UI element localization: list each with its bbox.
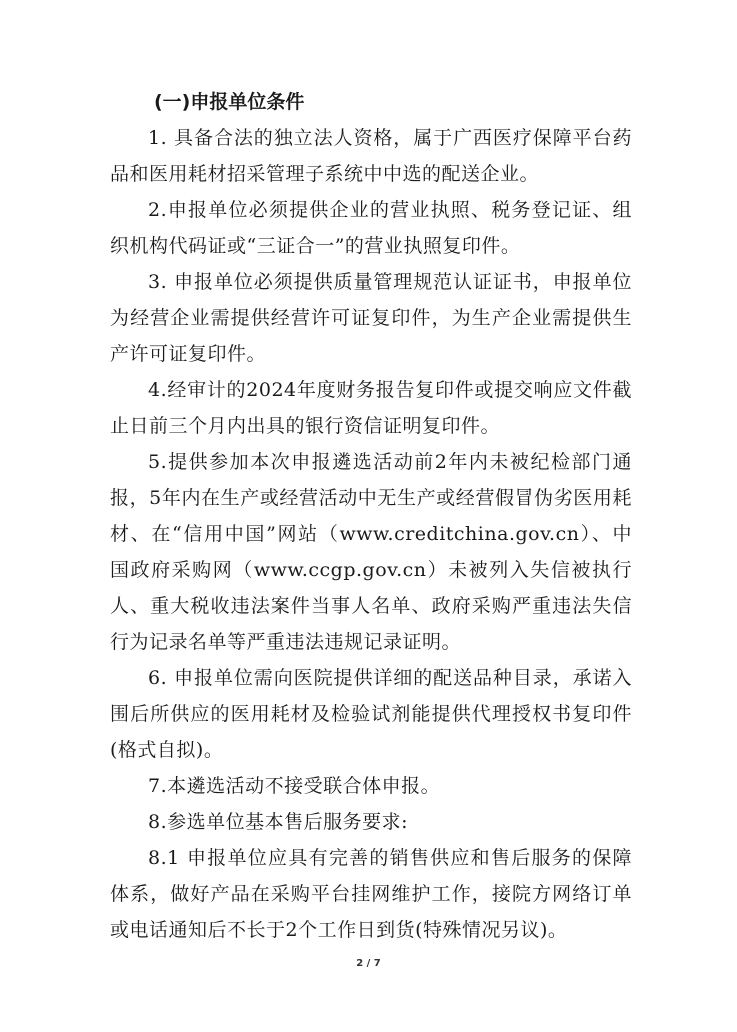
paragraph-1: 1. 具备合法的独立法人资格，属于广西医疗保障平台药品和医用耗材招采管理子系统中中选的配送企业。 — [110, 127, 632, 185]
paragraph-5: 5.提供参加本次申报遴选活动前2年内未被纪检部门通报，5年内在生产或经营活动中无生产或经营假冒伪劣医用耗材、在“信用中国”网站（www.creditchina.gov.cn）、中国政府采购网（www.ccgp.gov.cn）未被列入失信被执行人、重大税收违法案件当事人名单、政府采购严重违法失信行为记录名单等严重违法违规记录证明。 — [110, 451, 632, 653]
paragraph-8-1: 8.1 申报单位应具有完善的销售供应和售后服务的保障体系，做好产品在采购平台挂网维护工作，接院方网络订单或电话通知后不长于2个工作日到货(特殊情况另议)。 — [110, 847, 632, 941]
paragraph-8: 8.参选单位基本售后服务要求: — [148, 811, 409, 833]
paragraph-6: 6. 申报单位需向医院提供详细的配送品种目录，承诺入围后所供应的医用耗材及检验试剂能提供代理授权书复印件(格式自拟)。 — [110, 667, 632, 761]
paragraph-3: 3. 申报单位必须提供质量管理规范认证证书，申报单位为经营企业需提供经营许可证复印件，为生产企业需提供生产许可证复印件。 — [110, 271, 632, 365]
paragraph-7: 7.本遴选活动不接受联合体申报。 — [148, 775, 441, 797]
document-body — [110, 84, 632, 948]
section-heading: (一)申报单位条件 — [154, 91, 305, 113]
paragraph-4: 4.经审计的2024年度财务报告复印件或提交响应文件截止日前三个月内出具的银行资信证明复印件。 — [110, 379, 632, 437]
page-number: 2 / 7 — [356, 958, 381, 969]
paragraph-2: 2.申报单位必须提供企业的营业执照、税务登记证、组织机构代码证或“三证合一”的营业执照复印件。 — [110, 199, 632, 257]
